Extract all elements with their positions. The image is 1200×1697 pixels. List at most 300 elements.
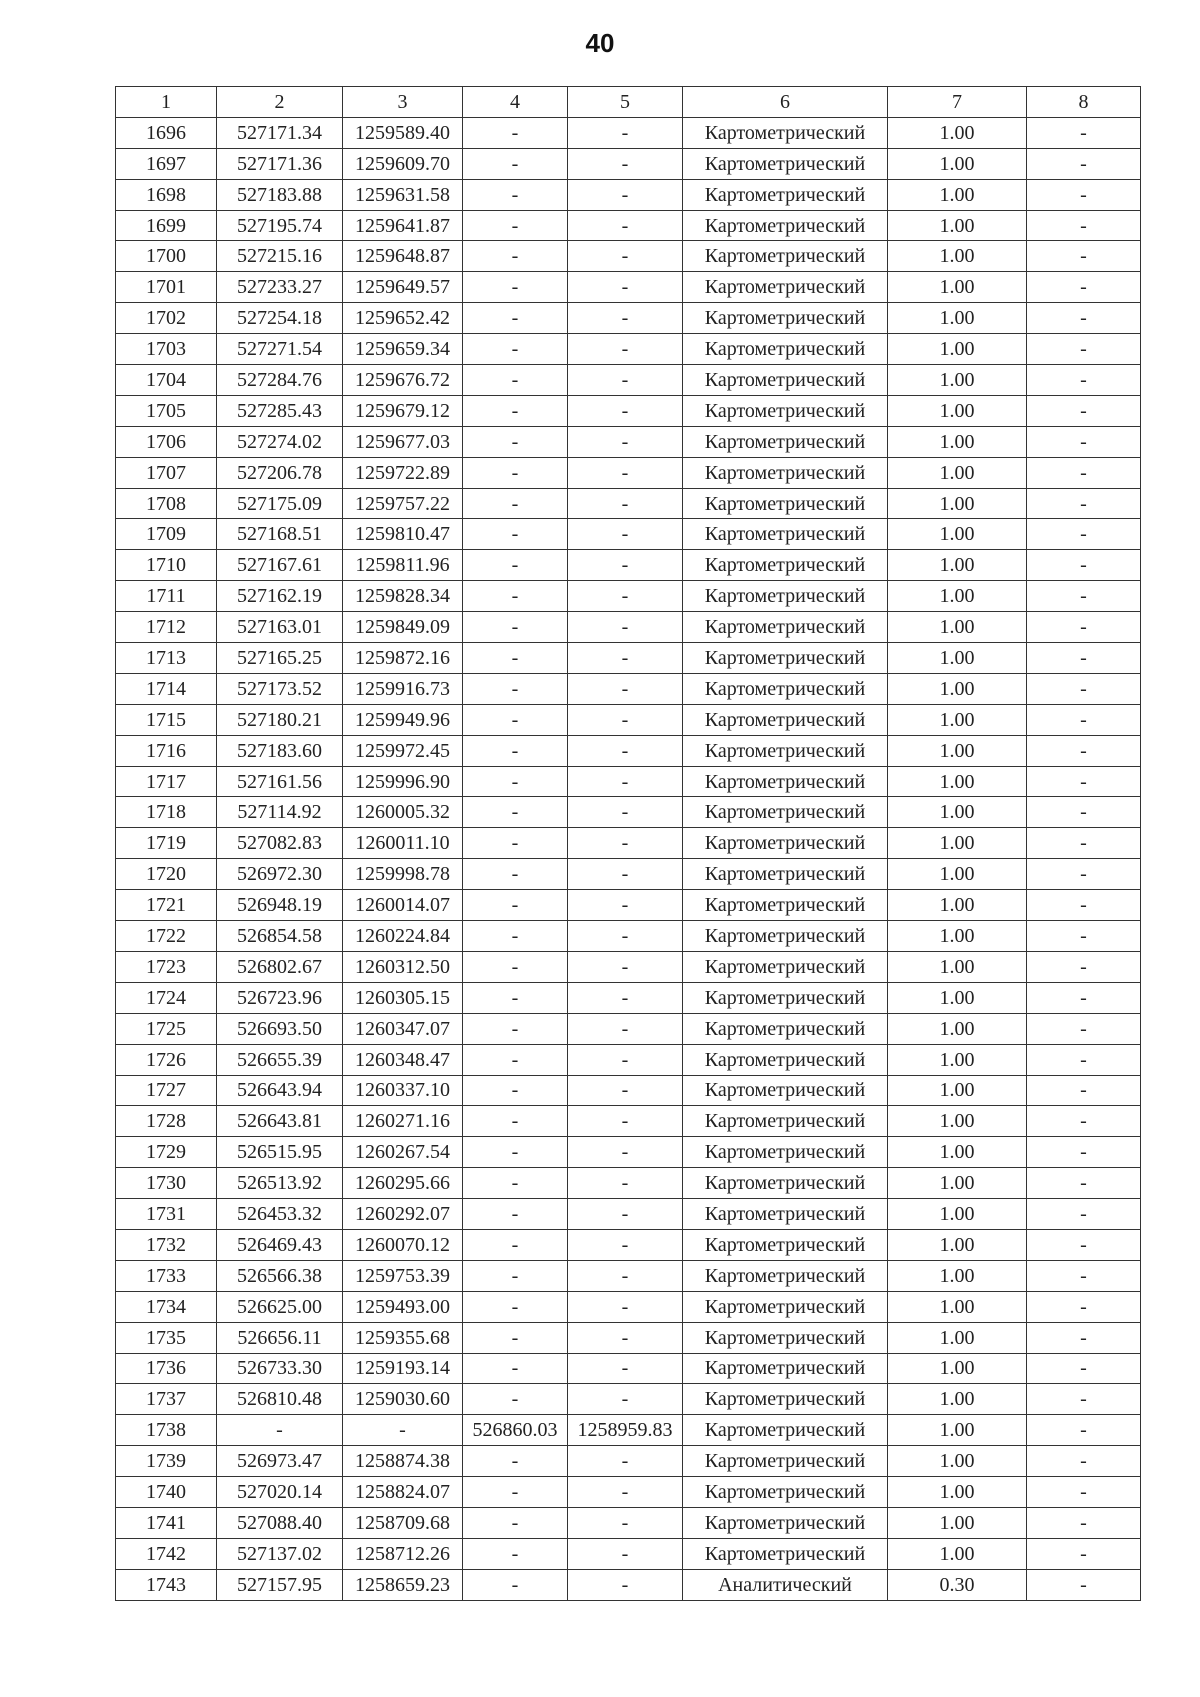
point-number-cell: 1733 bbox=[116, 1260, 217, 1291]
new-coord-y-cell: - bbox=[568, 117, 683, 148]
method-cell: Картометрический bbox=[683, 1106, 888, 1137]
new-coord-y-cell: - bbox=[568, 1260, 683, 1291]
point-number-cell: 1713 bbox=[116, 643, 217, 674]
table-header-row bbox=[116, 87, 1141, 118]
new-coord-y-cell: - bbox=[568, 921, 683, 952]
coord-x-cell: 526854.58 bbox=[217, 921, 343, 952]
table-row bbox=[116, 1229, 1141, 1260]
new-coord-y-cell: 1258959.83 bbox=[568, 1415, 683, 1446]
table-row bbox=[116, 921, 1141, 952]
new-coord-x-cell: - bbox=[463, 1260, 568, 1291]
accuracy-cell: 1.00 bbox=[888, 426, 1027, 457]
column-header: 8 bbox=[1027, 87, 1141, 118]
coord-x-cell: 527088.40 bbox=[217, 1507, 343, 1538]
coord-y-cell: 1260305.15 bbox=[343, 982, 463, 1013]
method-cell: Картометрический bbox=[683, 1075, 888, 1106]
new-coord-y-cell: - bbox=[568, 1353, 683, 1384]
accuracy-cell: 1.00 bbox=[888, 303, 1027, 334]
accuracy-cell: 1.00 bbox=[888, 1199, 1027, 1230]
new-coord-x-cell: - bbox=[463, 334, 568, 365]
description-cell: - bbox=[1027, 457, 1141, 488]
new-coord-x-cell: - bbox=[463, 673, 568, 704]
new-coord-y-cell: - bbox=[568, 1322, 683, 1353]
new-coord-y-cell: - bbox=[568, 859, 683, 890]
point-number-cell: 1719 bbox=[116, 828, 217, 859]
coord-x-cell: 527173.52 bbox=[217, 673, 343, 704]
table-row bbox=[116, 1446, 1141, 1477]
new-coord-x-cell: - bbox=[463, 704, 568, 735]
table-row bbox=[116, 1353, 1141, 1384]
method-cell: Картометрический bbox=[683, 1260, 888, 1291]
coord-x-cell: 527163.01 bbox=[217, 612, 343, 643]
description-cell: - bbox=[1027, 1507, 1141, 1538]
coord-y-cell: 1260005.32 bbox=[343, 797, 463, 828]
method-cell: Картометрический bbox=[683, 797, 888, 828]
coord-y-cell: 1259609.70 bbox=[343, 148, 463, 179]
new-coord-y-cell: - bbox=[568, 1106, 683, 1137]
coord-x-cell: 526802.67 bbox=[217, 951, 343, 982]
accuracy-cell: 1.00 bbox=[888, 457, 1027, 488]
coord-y-cell: 1258824.07 bbox=[343, 1477, 463, 1508]
accuracy-cell: 1.00 bbox=[888, 612, 1027, 643]
coord-y-cell: 1259916.73 bbox=[343, 673, 463, 704]
new-coord-x-cell: - bbox=[463, 1044, 568, 1075]
description-cell: - bbox=[1027, 1291, 1141, 1322]
accuracy-cell: 1.00 bbox=[888, 334, 1027, 365]
table-row bbox=[116, 117, 1141, 148]
new-coord-x-cell: - bbox=[463, 1477, 568, 1508]
method-cell: Картометрический bbox=[683, 1477, 888, 1508]
table-row bbox=[116, 1538, 1141, 1569]
coord-x-cell: 526973.47 bbox=[217, 1446, 343, 1477]
point-number-cell: 1732 bbox=[116, 1229, 217, 1260]
coord-y-cell: 1259849.09 bbox=[343, 612, 463, 643]
coord-y-cell: 1259972.45 bbox=[343, 735, 463, 766]
accuracy-cell: 1.00 bbox=[888, 921, 1027, 952]
point-number-cell: 1729 bbox=[116, 1137, 217, 1168]
new-coord-x-cell: - bbox=[463, 148, 568, 179]
accuracy-cell: 1.00 bbox=[888, 828, 1027, 859]
new-coord-y-cell: - bbox=[568, 982, 683, 1013]
point-number-cell: 1738 bbox=[116, 1415, 217, 1446]
table-row bbox=[116, 704, 1141, 735]
method-cell: Картометрический bbox=[683, 1199, 888, 1230]
table-row bbox=[116, 457, 1141, 488]
table-row bbox=[116, 210, 1141, 241]
method-cell: Картометрический bbox=[683, 859, 888, 890]
method-cell: Картометрический bbox=[683, 426, 888, 457]
point-number-cell: 1706 bbox=[116, 426, 217, 457]
accuracy-cell: 1.00 bbox=[888, 1415, 1027, 1446]
coord-x-cell: 527271.54 bbox=[217, 334, 343, 365]
table-row bbox=[116, 766, 1141, 797]
coord-y-cell: 1258659.23 bbox=[343, 1569, 463, 1600]
new-coord-x-cell: - bbox=[463, 1106, 568, 1137]
point-number-cell: 1698 bbox=[116, 179, 217, 210]
accuracy-cell: 1.00 bbox=[888, 117, 1027, 148]
description-cell: - bbox=[1027, 519, 1141, 550]
table-row bbox=[116, 1384, 1141, 1415]
new-coord-y-cell: - bbox=[568, 210, 683, 241]
method-cell: Картометрический bbox=[683, 117, 888, 148]
new-coord-x-cell: - bbox=[463, 395, 568, 426]
page-number: 40 bbox=[585, 28, 615, 58]
coord-y-cell: 1259677.03 bbox=[343, 426, 463, 457]
description-cell: - bbox=[1027, 1229, 1141, 1260]
table-row bbox=[116, 1199, 1141, 1230]
new-coord-x-cell: 526860.03 bbox=[463, 1415, 568, 1446]
coord-x-cell: 526655.39 bbox=[217, 1044, 343, 1075]
new-coord-x-cell: - bbox=[463, 1137, 568, 1168]
accuracy-cell: 1.00 bbox=[888, 1229, 1027, 1260]
new-coord-x-cell: - bbox=[463, 1446, 568, 1477]
coord-x-cell: 526513.92 bbox=[217, 1168, 343, 1199]
accuracy-cell: 1.00 bbox=[888, 1353, 1027, 1384]
coord-y-cell: 1260312.50 bbox=[343, 951, 463, 982]
description-cell: - bbox=[1027, 426, 1141, 457]
accuracy-cell: 1.00 bbox=[888, 1538, 1027, 1569]
coord-y-cell: 1259193.14 bbox=[343, 1353, 463, 1384]
new-coord-x-cell: - bbox=[463, 457, 568, 488]
new-coord-x-cell: - bbox=[463, 766, 568, 797]
table-row bbox=[116, 735, 1141, 766]
accuracy-cell: 1.00 bbox=[888, 766, 1027, 797]
coord-x-cell: 526972.30 bbox=[217, 859, 343, 890]
accuracy-cell: 1.00 bbox=[888, 272, 1027, 303]
column-header: 5 bbox=[568, 87, 683, 118]
method-cell: Картометрический bbox=[683, 365, 888, 396]
coord-y-cell: 1259757.22 bbox=[343, 488, 463, 519]
new-coord-x-cell: - bbox=[463, 921, 568, 952]
accuracy-cell: 1.00 bbox=[888, 365, 1027, 396]
new-coord-x-cell: - bbox=[463, 1384, 568, 1415]
new-coord-x-cell: - bbox=[463, 859, 568, 890]
coord-x-cell: 527285.43 bbox=[217, 395, 343, 426]
new-coord-x-cell: - bbox=[463, 890, 568, 921]
description-cell: - bbox=[1027, 148, 1141, 179]
new-coord-x-cell: - bbox=[463, 828, 568, 859]
coord-x-cell: 527180.21 bbox=[217, 704, 343, 735]
coord-x-cell: 526948.19 bbox=[217, 890, 343, 921]
coord-y-cell: 1259589.40 bbox=[343, 117, 463, 148]
description-cell: - bbox=[1027, 704, 1141, 735]
method-cell: Картометрический bbox=[683, 643, 888, 674]
point-number-cell: 1727 bbox=[116, 1075, 217, 1106]
point-number-cell: 1742 bbox=[116, 1538, 217, 1569]
table-row bbox=[116, 179, 1141, 210]
new-coord-y-cell: - bbox=[568, 1291, 683, 1322]
coord-x-cell: 526566.38 bbox=[217, 1260, 343, 1291]
accuracy-cell: 1.00 bbox=[888, 1446, 1027, 1477]
accuracy-cell: 1.00 bbox=[888, 581, 1027, 612]
method-cell: Картометрический bbox=[683, 241, 888, 272]
method-cell: Картометрический bbox=[683, 1168, 888, 1199]
point-number-cell: 1736 bbox=[116, 1353, 217, 1384]
coord-y-cell: 1259753.39 bbox=[343, 1260, 463, 1291]
coord-y-cell: 1260267.54 bbox=[343, 1137, 463, 1168]
new-coord-y-cell: - bbox=[568, 550, 683, 581]
point-number-cell: 1726 bbox=[116, 1044, 217, 1075]
accuracy-cell: 1.00 bbox=[888, 1260, 1027, 1291]
new-coord-y-cell: - bbox=[568, 612, 683, 643]
new-coord-y-cell: - bbox=[568, 334, 683, 365]
method-cell: Картометрический bbox=[683, 890, 888, 921]
new-coord-x-cell: - bbox=[463, 735, 568, 766]
new-coord-y-cell: - bbox=[568, 1477, 683, 1508]
new-coord-y-cell: - bbox=[568, 1168, 683, 1199]
accuracy-cell: 1.00 bbox=[888, 1322, 1027, 1353]
point-number-cell: 1708 bbox=[116, 488, 217, 519]
coord-x-cell: 527165.25 bbox=[217, 643, 343, 674]
coord-y-cell: 1259652.42 bbox=[343, 303, 463, 334]
coord-x-cell: 526723.96 bbox=[217, 982, 343, 1013]
description-cell: - bbox=[1027, 797, 1141, 828]
table-row bbox=[116, 303, 1141, 334]
coord-x-cell: 526656.11 bbox=[217, 1322, 343, 1353]
new-coord-y-cell: - bbox=[568, 1229, 683, 1260]
coord-y-cell: 1259722.89 bbox=[343, 457, 463, 488]
accuracy-cell: 1.00 bbox=[888, 1507, 1027, 1538]
point-number-cell: 1705 bbox=[116, 395, 217, 426]
new-coord-y-cell: - bbox=[568, 519, 683, 550]
coord-x-cell: 527183.88 bbox=[217, 179, 343, 210]
new-coord-y-cell: - bbox=[568, 426, 683, 457]
description-cell: - bbox=[1027, 890, 1141, 921]
method-cell: Картометрический bbox=[683, 951, 888, 982]
description-cell: - bbox=[1027, 488, 1141, 519]
accuracy-cell: 1.00 bbox=[888, 1137, 1027, 1168]
description-cell: - bbox=[1027, 1013, 1141, 1044]
new-coord-y-cell: - bbox=[568, 241, 683, 272]
table-row bbox=[116, 1075, 1141, 1106]
description-cell: - bbox=[1027, 982, 1141, 1013]
coord-x-cell: 527020.14 bbox=[217, 1477, 343, 1508]
accuracy-cell: 1.00 bbox=[888, 179, 1027, 210]
new-coord-x-cell: - bbox=[463, 210, 568, 241]
coord-y-cell: 1259030.60 bbox=[343, 1384, 463, 1415]
point-number-cell: 1718 bbox=[116, 797, 217, 828]
method-cell: Картометрический bbox=[683, 303, 888, 334]
coord-x-cell: 527195.74 bbox=[217, 210, 343, 241]
point-number-cell: 1716 bbox=[116, 735, 217, 766]
new-coord-x-cell: - bbox=[463, 365, 568, 396]
coord-x-cell: - bbox=[217, 1415, 343, 1446]
coord-x-cell: 527284.76 bbox=[217, 365, 343, 396]
accuracy-cell: 1.00 bbox=[888, 488, 1027, 519]
point-number-cell: 1697 bbox=[116, 148, 217, 179]
description-cell: - bbox=[1027, 303, 1141, 334]
description-cell: - bbox=[1027, 673, 1141, 704]
method-cell: Картометрический bbox=[683, 1507, 888, 1538]
new-coord-x-cell: - bbox=[463, 1168, 568, 1199]
new-coord-y-cell: - bbox=[568, 395, 683, 426]
point-number-cell: 1737 bbox=[116, 1384, 217, 1415]
point-number-cell: 1741 bbox=[116, 1507, 217, 1538]
coord-y-cell: 1259872.16 bbox=[343, 643, 463, 674]
new-coord-x-cell: - bbox=[463, 179, 568, 210]
coord-y-cell: 1259996.90 bbox=[343, 766, 463, 797]
accuracy-cell: 1.00 bbox=[888, 797, 1027, 828]
new-coord-x-cell: - bbox=[463, 951, 568, 982]
new-coord-x-cell: - bbox=[463, 982, 568, 1013]
new-coord-y-cell: - bbox=[568, 1013, 683, 1044]
point-number-cell: 1743 bbox=[116, 1569, 217, 1600]
new-coord-y-cell: - bbox=[568, 1044, 683, 1075]
coord-x-cell: 527215.16 bbox=[217, 241, 343, 272]
new-coord-y-cell: - bbox=[568, 457, 683, 488]
description-cell: - bbox=[1027, 735, 1141, 766]
table-row bbox=[116, 1044, 1141, 1075]
method-cell: Аналитический bbox=[683, 1569, 888, 1600]
point-number-cell: 1720 bbox=[116, 859, 217, 890]
point-number-cell: 1709 bbox=[116, 519, 217, 550]
accuracy-cell: 0.30 bbox=[888, 1569, 1027, 1600]
new-coord-y-cell: - bbox=[568, 303, 683, 334]
new-coord-y-cell: - bbox=[568, 148, 683, 179]
new-coord-x-cell: - bbox=[463, 488, 568, 519]
method-cell: Картометрический bbox=[683, 828, 888, 859]
description-cell: - bbox=[1027, 1199, 1141, 1230]
table-row bbox=[116, 1477, 1141, 1508]
accuracy-cell: 1.00 bbox=[888, 148, 1027, 179]
table-row bbox=[116, 395, 1141, 426]
coord-y-cell: 1260014.07 bbox=[343, 890, 463, 921]
new-coord-x-cell: - bbox=[463, 1569, 568, 1600]
coord-x-cell: 526625.00 bbox=[217, 1291, 343, 1322]
point-number-cell: 1731 bbox=[116, 1199, 217, 1230]
coord-x-cell: 526643.94 bbox=[217, 1075, 343, 1106]
table-row bbox=[116, 1507, 1141, 1538]
method-cell: Картометрический bbox=[683, 1415, 888, 1446]
new-coord-x-cell: - bbox=[463, 643, 568, 674]
new-coord-y-cell: - bbox=[568, 643, 683, 674]
coord-x-cell: 527206.78 bbox=[217, 457, 343, 488]
coord-x-cell: 527171.34 bbox=[217, 117, 343, 148]
method-cell: Картометрический bbox=[683, 766, 888, 797]
method-cell: Картометрический bbox=[683, 1044, 888, 1075]
new-coord-y-cell: - bbox=[568, 766, 683, 797]
table-row bbox=[116, 1013, 1141, 1044]
new-coord-y-cell: - bbox=[568, 179, 683, 210]
table-row bbox=[116, 1106, 1141, 1137]
coord-y-cell: 1260011.10 bbox=[343, 828, 463, 859]
new-coord-x-cell: - bbox=[463, 272, 568, 303]
method-cell: Картометрический bbox=[683, 272, 888, 303]
new-coord-x-cell: - bbox=[463, 1013, 568, 1044]
description-cell: - bbox=[1027, 1353, 1141, 1384]
table-row bbox=[116, 1569, 1141, 1600]
method-cell: Картометрический bbox=[683, 1137, 888, 1168]
point-number-cell: 1734 bbox=[116, 1291, 217, 1322]
point-number-cell: 1721 bbox=[116, 890, 217, 921]
description-cell: - bbox=[1027, 612, 1141, 643]
method-cell: Картометрический bbox=[683, 457, 888, 488]
point-number-cell: 1723 bbox=[116, 951, 217, 982]
new-coord-y-cell: - bbox=[568, 1137, 683, 1168]
point-number-cell: 1712 bbox=[116, 612, 217, 643]
method-cell: Картометрический bbox=[683, 612, 888, 643]
table-row bbox=[116, 365, 1141, 396]
table-body bbox=[116, 117, 1141, 1600]
new-coord-y-cell: - bbox=[568, 797, 683, 828]
accuracy-cell: 1.00 bbox=[888, 519, 1027, 550]
point-number-cell: 1707 bbox=[116, 457, 217, 488]
point-number-cell: 1699 bbox=[116, 210, 217, 241]
coord-y-cell: 1260271.16 bbox=[343, 1106, 463, 1137]
coord-y-cell: 1259355.68 bbox=[343, 1322, 463, 1353]
new-coord-y-cell: - bbox=[568, 581, 683, 612]
accuracy-cell: 1.00 bbox=[888, 735, 1027, 766]
description-cell: - bbox=[1027, 1106, 1141, 1137]
coord-x-cell: 527114.92 bbox=[217, 797, 343, 828]
description-cell: - bbox=[1027, 1446, 1141, 1477]
new-coord-x-cell: - bbox=[463, 797, 568, 828]
method-cell: Картометрический bbox=[683, 1013, 888, 1044]
new-coord-y-cell: - bbox=[568, 272, 683, 303]
accuracy-cell: 1.00 bbox=[888, 982, 1027, 1013]
table-row bbox=[116, 890, 1141, 921]
new-coord-x-cell: - bbox=[463, 612, 568, 643]
table-row bbox=[116, 550, 1141, 581]
method-cell: Картометрический bbox=[683, 1229, 888, 1260]
coord-y-cell: 1259998.78 bbox=[343, 859, 463, 890]
accuracy-cell: 1.00 bbox=[888, 951, 1027, 982]
table-row bbox=[116, 334, 1141, 365]
new-coord-x-cell: - bbox=[463, 519, 568, 550]
accuracy-cell: 1.00 bbox=[888, 210, 1027, 241]
accuracy-cell: 1.00 bbox=[888, 1384, 1027, 1415]
table-row bbox=[116, 982, 1141, 1013]
table-row bbox=[116, 1168, 1141, 1199]
description-cell: - bbox=[1027, 334, 1141, 365]
description-cell: - bbox=[1027, 1415, 1141, 1446]
new-coord-y-cell: - bbox=[568, 704, 683, 735]
coord-y-cell: 1258712.26 bbox=[343, 1538, 463, 1569]
coord-y-cell: 1259949.96 bbox=[343, 704, 463, 735]
coord-x-cell: 527183.60 bbox=[217, 735, 343, 766]
accuracy-cell: 1.00 bbox=[888, 704, 1027, 735]
coord-y-cell: 1259810.47 bbox=[343, 519, 463, 550]
description-cell: - bbox=[1027, 1075, 1141, 1106]
coord-y-cell: 1260224.84 bbox=[343, 921, 463, 952]
table-row bbox=[116, 148, 1141, 179]
accuracy-cell: 1.00 bbox=[888, 1168, 1027, 1199]
point-number-cell: 1703 bbox=[116, 334, 217, 365]
description-cell: - bbox=[1027, 1137, 1141, 1168]
coord-x-cell: 527233.27 bbox=[217, 272, 343, 303]
new-coord-x-cell: - bbox=[463, 581, 568, 612]
new-coord-x-cell: - bbox=[463, 117, 568, 148]
accuracy-cell: 1.00 bbox=[888, 1291, 1027, 1322]
new-coord-x-cell: - bbox=[463, 1538, 568, 1569]
accuracy-cell: 1.00 bbox=[888, 1075, 1027, 1106]
accuracy-cell: 1.00 bbox=[888, 241, 1027, 272]
coord-x-cell: 526733.30 bbox=[217, 1353, 343, 1384]
coord-y-cell: 1260295.66 bbox=[343, 1168, 463, 1199]
coord-y-cell: 1259811.96 bbox=[343, 550, 463, 581]
method-cell: Картометрический bbox=[683, 1538, 888, 1569]
description-cell: - bbox=[1027, 1260, 1141, 1291]
point-number-cell: 1730 bbox=[116, 1168, 217, 1199]
point-number-cell: 1701 bbox=[116, 272, 217, 303]
coord-x-cell: 526515.95 bbox=[217, 1137, 343, 1168]
new-coord-y-cell: - bbox=[568, 1507, 683, 1538]
accuracy-cell: 1.00 bbox=[888, 1013, 1027, 1044]
method-cell: Картометрический bbox=[683, 673, 888, 704]
coord-x-cell: 527161.56 bbox=[217, 766, 343, 797]
new-coord-x-cell: - bbox=[463, 241, 568, 272]
coord-x-cell: 526469.43 bbox=[217, 1229, 343, 1260]
